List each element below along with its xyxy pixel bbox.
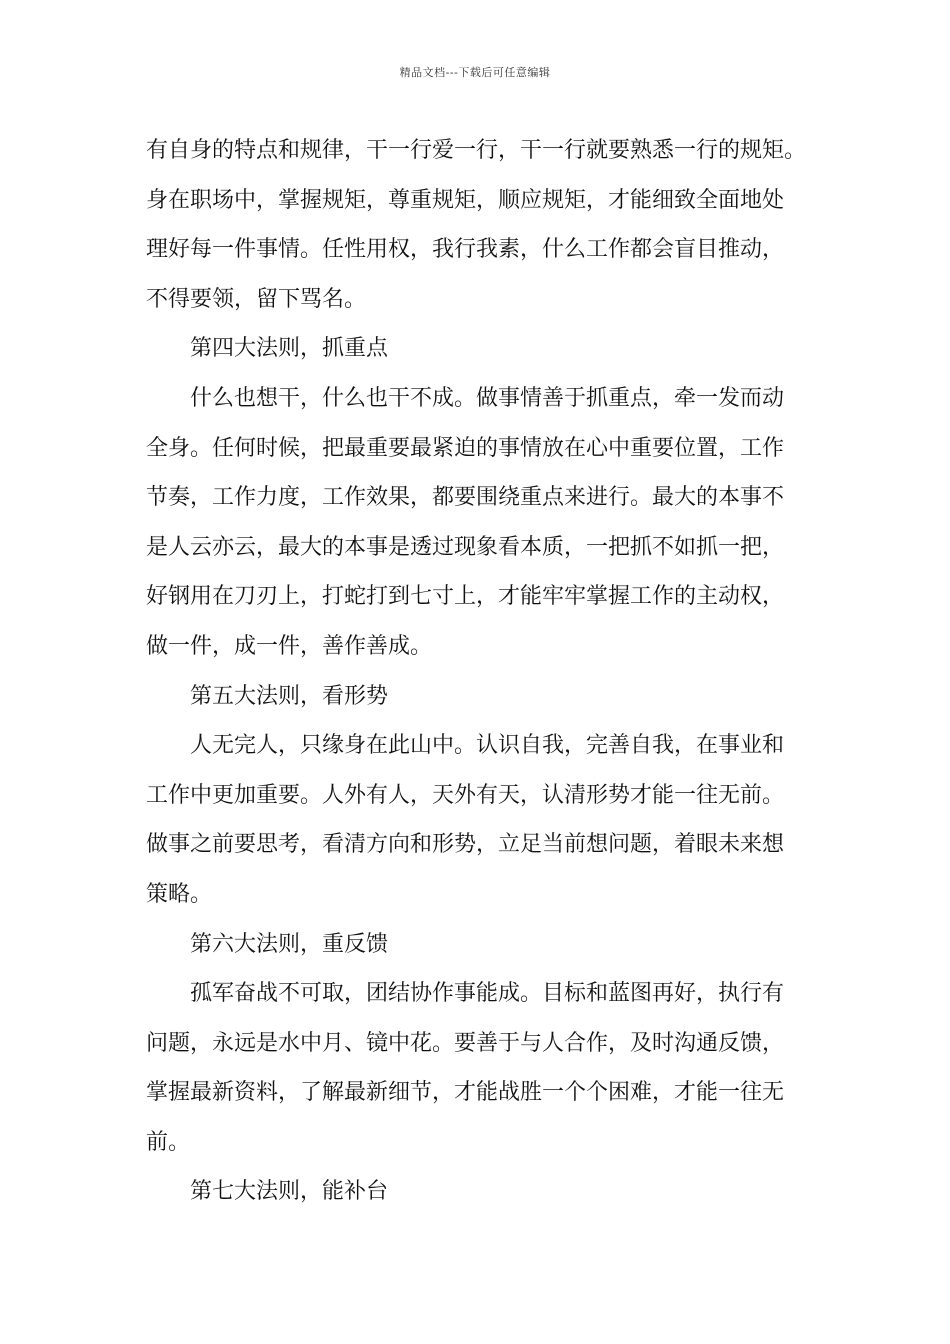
body-line: 好钢用在刀刃上，打蛇打到七寸上，才能牢牢掌握工作的主动权， (146, 584, 785, 610)
body-line: 身在职场中，掌握规矩，尊重规矩，顺应规矩，才能细致全面地处 (146, 187, 785, 213)
body-line: 孤军奋战不可取，团结协作事能成。目标和蓝图再好，执行有 (190, 981, 785, 1007)
section-heading: 第六大法则，重反馈 (190, 931, 389, 957)
body-line: 理好每一件事情。任性用权，我行我素，什么工作都会盲目推动， (146, 237, 785, 263)
body-line: 工作中更加重要。人外有人，天外有天，认清形势才能一往无前。 (146, 782, 785, 808)
section-heading: 第五大法则，看形势 (190, 683, 389, 709)
body-line: 掌握最新资料，了解最新细节，才能战胜一个个困难，才能一往无 (146, 1080, 785, 1106)
body-line: 做一件，成一件，善作善成。 (146, 633, 433, 659)
body-line: 有自身的特点和规律，干一行爱一行，干一行就要熟悉一行的规矩。 (146, 138, 807, 163)
body-line: 问题，永远是水中月、镜中花。要善于与人合作，及时沟通反馈， (146, 1030, 785, 1056)
section-heading: 第四大法则，抓重点 (190, 336, 389, 362)
body-line: 不得要领，留下骂名。 (146, 286, 367, 312)
body-line: 什么也想干，什么也干不成。做事情善于抓重点，牵一发而动 (190, 385, 785, 411)
body-line: 做事之前要思考，看清方向和形势，立足当前想问题，着眼未来想 (146, 832, 785, 858)
body-line: 节奏，工作力度，工作效果，都要围绕重点来进行。最大的本事不 (146, 485, 785, 511)
document-body (146, 126, 836, 1217)
body-line: 人无完人，只缘身在此山中。认识自我，完善自我，在事业和 (190, 733, 785, 759)
body-line: 策略。 (146, 881, 213, 907)
page-header: 精品文档---下载后可任意编辑 (399, 66, 551, 79)
section-heading: 第七大法则，能补台 (190, 1179, 389, 1205)
body-line: 是人云亦云，最大的本事是透过现象看本质，一把抓不如抓一把， (146, 534, 785, 560)
body-line: 全身。任何时候，把最重要最紧迫的事情放在心中重要位置，工作 (146, 435, 785, 461)
body-line: 前。 (146, 1129, 191, 1155)
